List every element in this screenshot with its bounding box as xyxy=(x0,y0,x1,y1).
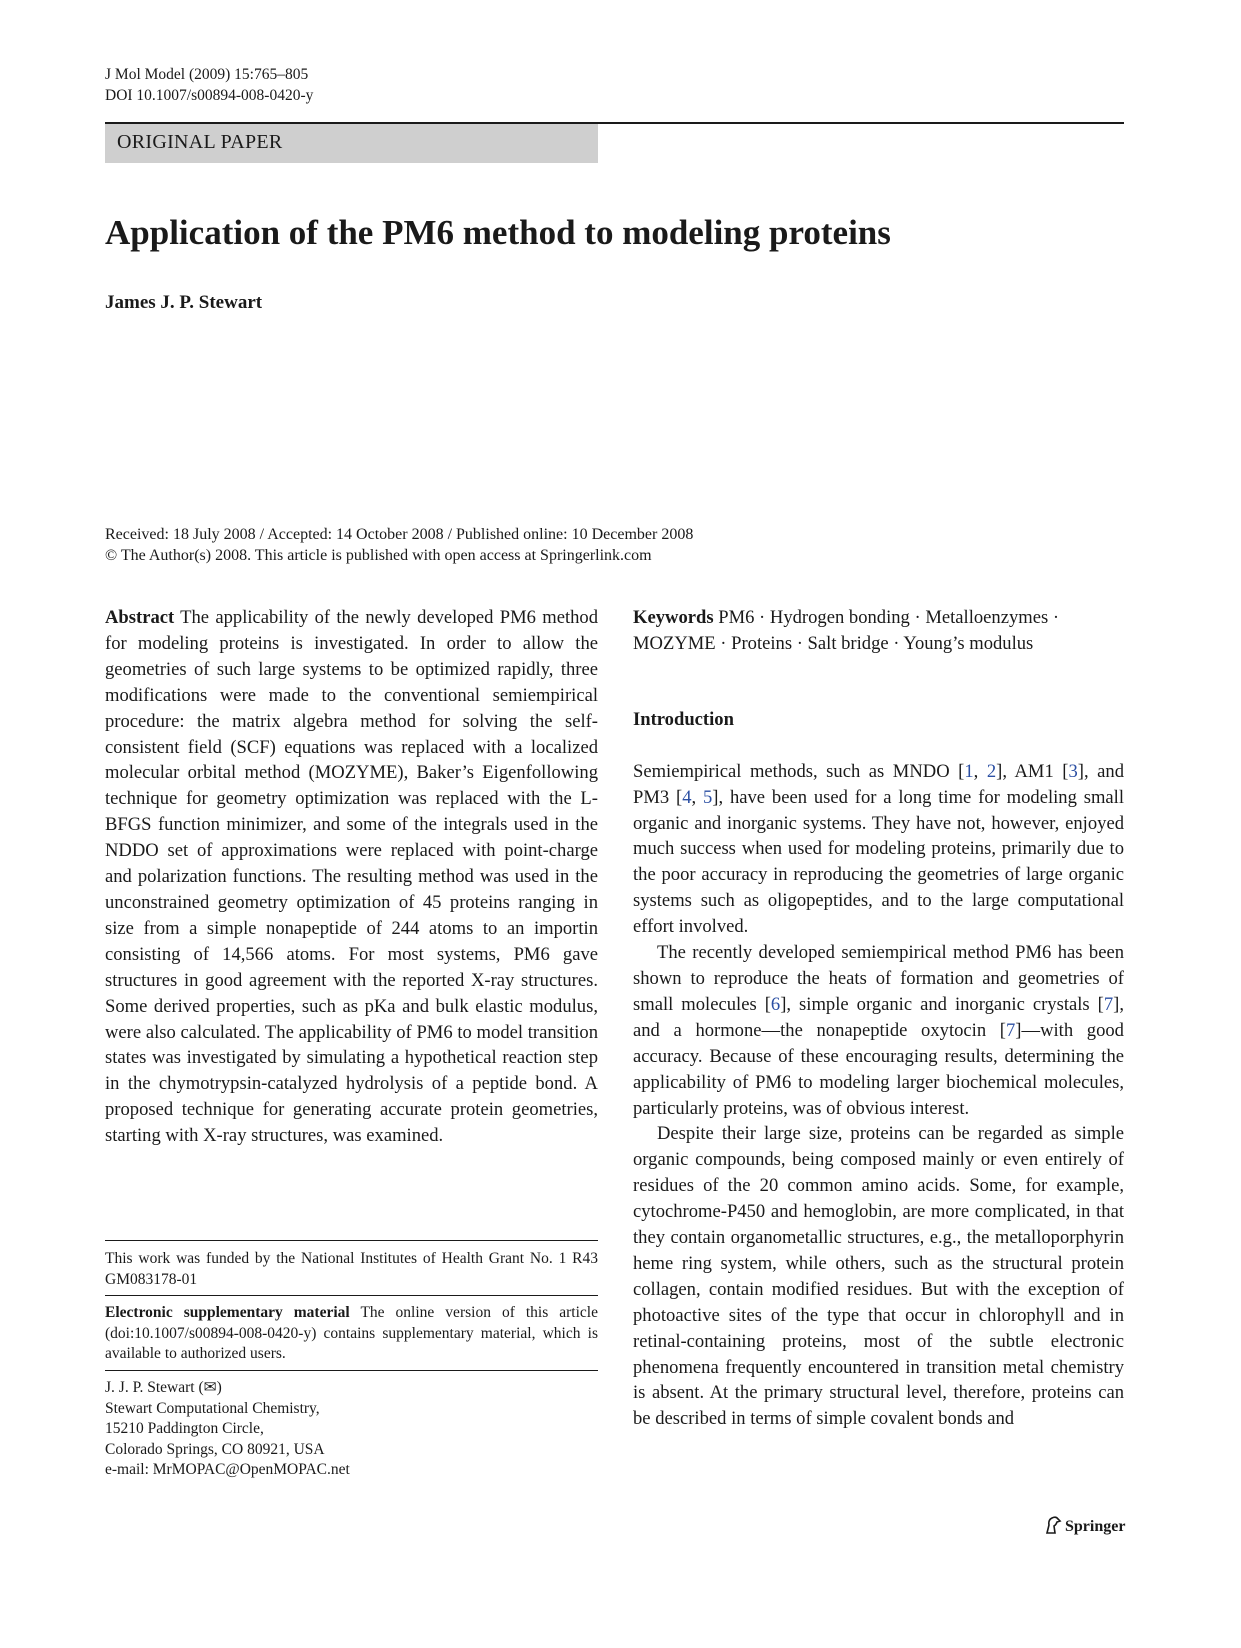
copyright-icon: © xyxy=(105,547,118,564)
text-run: , xyxy=(973,760,987,782)
funding-note: This work was funded by the National Institutes of Health Grant No. 1 R43 GM083178-01 xyxy=(105,1250,598,1288)
copyright-line xyxy=(105,545,693,566)
address-line: 15210 Paddington Circle, xyxy=(105,1420,264,1437)
keywords xyxy=(633,605,1124,657)
intro-paragraph-3: Despite their large size, proteins can be regarded as simple organic compounds, being composed mainly or even entirely of residues of the 20 common amino acids. Some, for example, cytochrome-P450 and hemoglobin, are more complicated, in that they contain organometallic structures, e.g., the metalloporphyrin heme ring system, while others, such as the structural protein collagen, contain modified residues. But with the exception of photoactive sites of the type that occur in chlorophyll and in retinal-containing proteins, most of the subtle electronic phenomena frequently encountered in transition metal chemistry is absent. At the primary structural level, therefore, proteins can be described in terms of simple covalent bonds and xyxy=(633,1123,1124,1430)
esm-text: The online version of this article (doi:10.1007/s00894-008-0420-y) contains supplementary material, which is available to authorized users. xyxy=(105,1304,598,1362)
citation-link[interactable]: 7 xyxy=(1103,993,1114,1015)
article-type-banner xyxy=(105,124,598,163)
address-line: Colorado Springs, CO 80921, USA xyxy=(105,1440,325,1458)
address-line: J. J. P. Stewart (✉) xyxy=(105,1379,222,1396)
text-run: ], AM1 [ xyxy=(996,760,1069,782)
abstract-label: Abstract xyxy=(105,607,175,628)
text-run: The recently developed semiempirical method PM6 has been shown to reproduce the heats of formation and geometries of small molecules [ xyxy=(633,942,1124,1015)
abstract-column xyxy=(105,605,598,1149)
keywords-text: PM6 · Hydrogen bonding · Metalloenzymes · MOZYME · Proteins · Salt bridge · Young’s modulus xyxy=(633,607,1060,654)
address-line: Stewart Computational Chemistry, xyxy=(105,1399,320,1417)
copyright-text: The Author(s) 2008. This article is published with open access at Springerlink.com xyxy=(120,547,652,564)
journal-header xyxy=(105,64,313,106)
springer-horse-icon xyxy=(1044,1515,1062,1535)
intro-paragraph-1 xyxy=(633,759,1124,940)
introduction-heading: Introduction xyxy=(633,708,734,730)
text-run: Semiempirical methods, such as MNDO [ xyxy=(633,760,965,782)
journal-citation: J Mol Model (2009) 15:765–805 xyxy=(105,66,309,83)
citation-link[interactable]: 5 xyxy=(702,786,713,808)
publication-dates xyxy=(105,524,693,566)
abstract xyxy=(105,605,598,1149)
citation-link[interactable]: 2 xyxy=(986,760,997,782)
right-column xyxy=(633,605,1124,1432)
citation-link[interactable]: 1 xyxy=(964,760,974,782)
publisher-logo xyxy=(1044,1515,1125,1536)
esm-label: Electronic supplementary material xyxy=(105,1304,350,1321)
citation-link[interactable]: 6 xyxy=(770,993,781,1015)
publisher-name: Springer xyxy=(1065,1518,1126,1535)
citation-link[interactable]: 4 xyxy=(682,786,692,808)
footnote-divider xyxy=(105,1295,598,1296)
footnote-divider xyxy=(105,1370,598,1371)
text-run: ], simple organic and inorganic crystals [ xyxy=(780,993,1104,1015)
text-run: ], and PM3 [ xyxy=(633,760,1125,808)
text-run: ], and a hormone—the nonapeptide oxytocin [ xyxy=(633,993,1125,1041)
intro-paragraph-2 xyxy=(633,940,1124,1121)
received-accepted-published: Received: 18 July 2008 / Accepted: 14 October 2008 / Published online: 10 December 2008 xyxy=(105,526,694,543)
article-type-label: ORIGINAL PAPER xyxy=(117,131,283,153)
text-run: ]—with good accuracy. Because of these encouraging results, determining the applicability of PM6 to modeling larger biochemical molecules, particularly proteins, was of obvious interest. xyxy=(633,1019,1124,1119)
text-run: , xyxy=(691,786,703,808)
keywords-label: Keywords xyxy=(633,607,714,628)
text-run: ], have been used for a long time for modeling small organic and inorganic systems. They have not, however, enjoyed much success when used for modeling proteins, primarily due to the poor accuracy in reproducing the geometries of large organic systems such as oligopeptides, and to the large computational effort involved. xyxy=(633,786,1124,938)
citation-link[interactable]: 7 xyxy=(1005,1019,1016,1041)
esm-note xyxy=(105,1303,598,1365)
author-address xyxy=(105,1378,598,1481)
citation-link[interactable]: 3 xyxy=(1068,760,1078,782)
abstract-text: The applicability of the newly developed PM6 method for modeling proteins is investigated. In order to allow the geometries of such large systems to be optimized rapidly, three modifications were made to the conventional semiempirical procedure: the matrix algebra method for solving the self-consistent field (SCF) equations was replaced with a localized molecular orbital method (MOZYME), Baker’s Eigenfollowing technique for geometry optimization was replaced with the L-BFGS function minimizer, and some of the integrals used in the NDDO set of approximations were replaced with point-charge and polarization functions. The resulting method was used in the unconstrained geometry optimization of 45 proteins ranging in size from a simple nonapeptide of 244 atoms to an importin consisting of 14,566 atoms. For most systems, PM6 gave structures in good agreement with the reported X-ray structures. Some derived properties, such as pKa and bulk elastic modulus, were also calculated. The applicability of PM6 to model transition states was investigated by simulating a hypothetical reaction step in the chymotrypsin-catalyzed hydrolysis of a peptide bond. A proposed technique for generating accurate protein geometries, starting with X-ray structures, was examined. xyxy=(105,607,598,1147)
footnote-divider xyxy=(105,1240,598,1241)
email-line[interactable]: e-mail: MrMOPAC@OpenMOPAC.net xyxy=(105,1461,350,1478)
doi-line: DOI 10.1007/s00894-008-0420-y xyxy=(105,87,314,104)
author-name: James J. P. Stewart xyxy=(105,292,263,313)
paper-title: Application of the PM6 method to modeling proteins xyxy=(105,213,891,252)
